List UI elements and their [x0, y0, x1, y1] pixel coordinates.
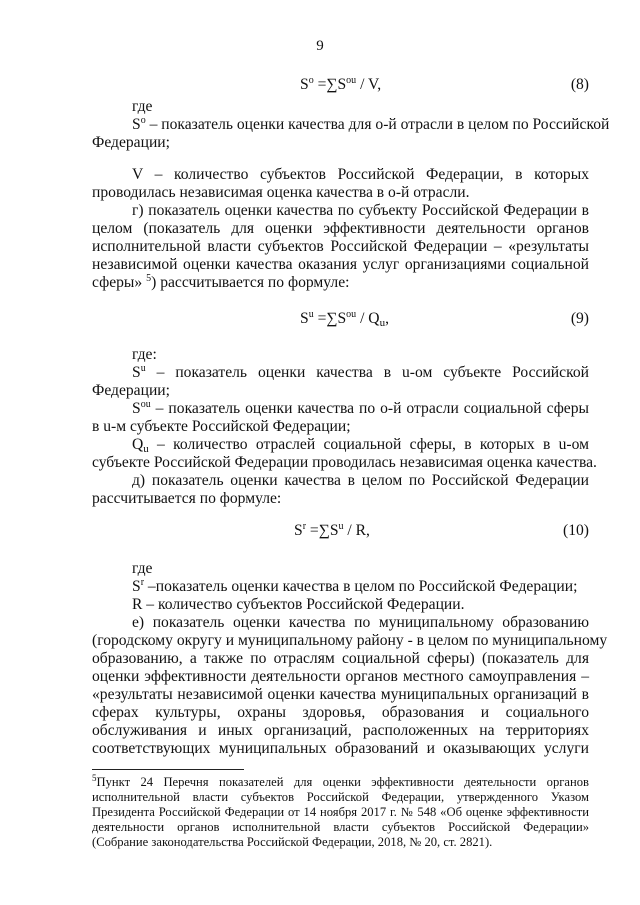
paragraph-d-line: рассчитывается по формуле:: [92, 490, 282, 507]
definition-sou-cont: в u-м субъекте Российской Федерации;: [92, 418, 351, 435]
equation-number-9: (9): [570, 310, 589, 327]
paragraph-e-line: «результаты независимой оценки качества муниципальных организаций в: [92, 686, 589, 703]
where-label: где: [132, 98, 153, 115]
definition-sr: $S^r$ –показатель оценки качества в целом по Российской Федерации;: [132, 577, 578, 595]
definition-qu: Qu – количество отраслей социальной сферы, в которых в u-ом: [132, 436, 589, 455]
footnote-separator: [92, 769, 244, 770]
definition-qu-cont: субъекте Российской Федерации проводилась независимая оценка качества.: [92, 454, 597, 471]
paragraph-e-line: образованию, а также по отраслям социальной сферы) (показатель для: [92, 650, 589, 667]
formula-8: $S^o =\sum S^{ou} / V$,: [300, 75, 382, 93]
footnote-line: деятельности органов исполнительной власти субъектов Российской Федерации»: [92, 820, 589, 834]
paragraph-e-line: сферах культуры, охраны здоровья, образования и социального: [92, 704, 589, 721]
footnote-line: исполнительной власти субъектов Российской Федерации, утвержденного Указом: [92, 790, 589, 804]
paragraph-d-line: д) показатель оценки качества в целом по Российской Федерации: [132, 472, 589, 489]
definition-so: $S^o$ – показатель оценки качества для о-й отрасли в целом по Российской: [132, 115, 610, 133]
paragraph-g-line: г) показатель оценки качества по субъекту Российской Федерации в: [132, 202, 589, 219]
paragraph-g-line: целом (показатель для оценки эффективности деятельности органов: [92, 220, 589, 237]
page-number: 9: [316, 38, 324, 54]
paragraph-e-line: обслуживания и иных организаций, расположенных на территориях: [92, 722, 589, 739]
footnote-mark: 5: [92, 773, 97, 783]
footnote-ref-5[interactable]: 5: [146, 273, 152, 284]
where-label: где:: [132, 346, 157, 363]
definition-su-cont: Федерации;: [92, 382, 170, 399]
where-label: где: [132, 560, 153, 577]
paragraph-g-last-line: сферы» $^5$) рассчитывается по формуле:: [92, 273, 350, 291]
equation-number-8: (8): [570, 76, 589, 93]
footnote-line: Президента Российской Федерации от 14 ноября 2017 г. № 548 «Об оценке эффективности: [92, 805, 589, 819]
definition-so-cont: Федерации;: [92, 134, 170, 151]
definition-v: V – количество субъектов Российской Федерации, в которых: [132, 166, 589, 183]
formula-10: $S^r =\sum S^u / R$,: [294, 521, 370, 539]
definition-r: R – количество субъектов Российской Федерации.: [132, 596, 465, 613]
paragraph-e-line: е) показатель оценки качества по муниципальному образованию: [132, 614, 589, 631]
paragraph-g-line: исполнительной власти субъектов Российской Федерации – «результаты: [92, 238, 589, 255]
equation-number-10: (10): [563, 522, 589, 539]
footnote-line: $^5$Пункт 24 Перечня показателей для оценки эффективности деятельности органов: [92, 773, 589, 789]
paragraph-g-line: независимой оценки качества оказания услуг организациями социальной: [92, 256, 589, 273]
definition-v-cont: проводилась независимая оценка качества в о-й отрасли.: [92, 184, 470, 201]
paragraph-e-line: оценки эффективности деятельности органов местного самоуправления –: [92, 668, 589, 685]
definition-su: $S^u$ – показатель оценки качества в u-ом субъекте Российской: [132, 363, 589, 381]
formula-9: $S^u =\sum S^{ou} / Q_u$,: [300, 309, 389, 329]
footnote-line: (Собрание законодательства Российской Федерации, 2018, № 20, ст. 2821).: [92, 835, 493, 849]
definition-sou: $S^{ou}$ – показатель оценки качества по о-й отрасли социальной сферы: [132, 399, 589, 417]
paragraph-e-line: соответствующих муниципальных образований и оказывающих услуги: [92, 740, 589, 757]
paragraph-e-line: (городскому округу и муниципальному району - в целом по муниципальному: [92, 632, 608, 649]
